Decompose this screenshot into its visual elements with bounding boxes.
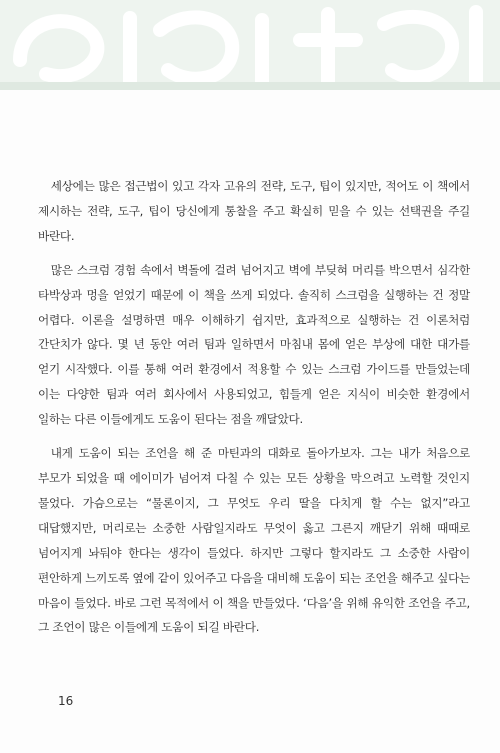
paragraph: 세상에는 많은 접근법이 있고 각자 고유의 전략, 도구, 팁이 있지만, 적어도 이 책에서 제시하는 전략, 도구, 팁이 당신에게 통찰을 주고 확실히 믿을 수 있는 선택권을 주길 바란다.: [38, 179, 470, 243]
chapter-header-decoration: [0, 0, 500, 90]
paragraph: 내게 도움이 되는 조언을 해 준 마틴과의 대화로 돌아가보자. 그는 내가 처음으로 부모가 되었을 때 에이미가 넘어져 다칠 수 있는 모든 상황을 막으려고 노력할 것인지 물었다. 가슴으로는 “물론이지, 그 무엇도 우리 딸을 다치게 할 수는 없지”라고 대답했지만, 머리로는 소중한 사람일지라도 무엇이 옳고 그른지 깨닫기 위해 때때로 넘어지게 놔둬야 한다는 생각이 들었다. 하지만 그렇다 할지라도 그 소중한 사람이 편안하게 느끼도록 옆에 같이 있어주고 다음을 대비해 도움이 되는 조언을 해주고 싶다는 마음이 들었다. 바로 그런 목적에서 이 책을 만들었다. ‘다음’을 위해 유익한 조언을 주고, 그 조언이 많은 이들에게 도움이 되길 바란다.: [38, 446, 470, 635]
header-decoration-graphic: [0, 0, 500, 90]
page-number: 16: [58, 694, 74, 708]
paragraph: 많은 스크럼 경험 속에서 벽돌에 걸려 넘어지고 벽에 부딪혀 머리를 박으면서 심각한 타박상과 멍을 얻었기 때문에 이 책을 쓰게 되었다. 솔직히 스크럼을 실행하는 건 정말 어렵다. 이론을 설명하면 매우 이해하기 쉽지만, 효과적으로 실행하는 건 이론처럼 간단치가 않다. 몇 년 동안 여러 팀과 일하면서 마침내 몸에 얻은 부상에 대한 대가를 얻기 시작했다. 이를 통해 여러 환경에서 적용할 수 있는 스크럼 가이드를 만들었는데 이는 다양한 팀과 여러 회사에서 사용되었고, 힘들게 얻은 지식이 비슷한 환경에서 일하는 다른 이들에게도 도움이 된다는 점을 깨달았다.: [38, 262, 470, 427]
body-text: [38, 174, 470, 649]
